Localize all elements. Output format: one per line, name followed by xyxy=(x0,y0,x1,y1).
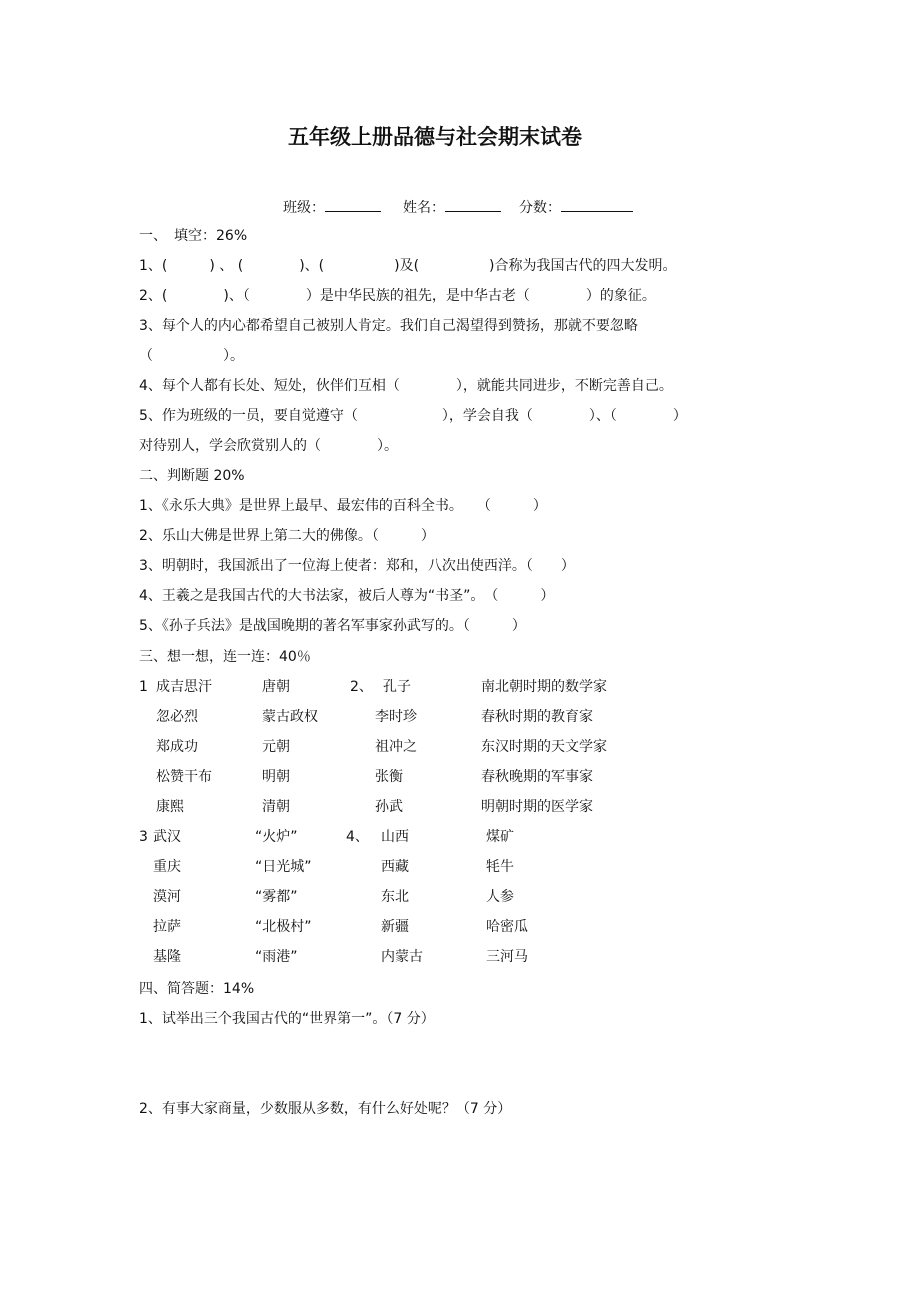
match-g4-left: 新疆 xyxy=(381,919,409,935)
judge-question-1: 1、《永乐大典》是世界上最早、最宏伟的百科全书。 （ ） xyxy=(139,498,547,514)
score-field xyxy=(519,197,633,217)
match-g1-right: 清朝 xyxy=(262,799,290,815)
judge-question-2: 2、乐山大佛是世界上第二大的佛像。（ ） xyxy=(139,528,435,544)
match-g1-right: 明朝 xyxy=(262,769,290,785)
match-g1-right: 蒙古政权 xyxy=(262,709,318,725)
section1-heading: 一、 填空：26% xyxy=(139,228,248,244)
match-g1-left: 康熙 xyxy=(156,799,184,815)
match-g2-left: 孙武 xyxy=(375,799,403,815)
score-label: 分数： xyxy=(519,200,561,216)
short-answer-question-1: 1、试举出三个我国古代的“世界第一”。（7 分） xyxy=(139,1011,435,1027)
section4-heading: 四、简答题：14% xyxy=(139,981,255,997)
match-g3-left: 拉萨 xyxy=(153,919,181,935)
match-group-3-label: 3 xyxy=(139,829,148,845)
match-g4-left: 内蒙古 xyxy=(381,949,423,965)
fill-question-5: 5、作为班级的一员，要自觉遵守（ ），学会自我（ ）、（ ） xyxy=(139,408,687,424)
judge-question-5: 5、《孙子兵法》是战国晚期的著名军事家孙武写的。（ ） xyxy=(139,618,526,634)
match-g4-left: 西藏 xyxy=(381,859,409,875)
match-g1-right: 唐朝 xyxy=(262,679,290,695)
match-g4-left: 山西 xyxy=(381,829,409,845)
name-field xyxy=(403,197,501,217)
match-g2-left: 孔子 xyxy=(383,679,411,695)
name-label: 姓名： xyxy=(403,200,445,216)
match-g3-right: “雨港” xyxy=(255,949,298,965)
match-g1-left: 成吉思汗 xyxy=(156,679,212,695)
fill-question-5-cont: 对待别人，学会欣赏别人的（ ）。 xyxy=(139,438,398,454)
class-blank[interactable] xyxy=(325,197,381,212)
match-g1-left: 松赞干布 xyxy=(156,769,212,785)
score-blank[interactable] xyxy=(561,197,633,212)
class-field xyxy=(283,197,381,217)
match-g3-right: “火炉” xyxy=(255,829,298,845)
match-g3-left: 重庆 xyxy=(153,859,181,875)
match-g2-left: 祖冲之 xyxy=(375,739,417,755)
match-g1-left: 忽必烈 xyxy=(156,709,198,725)
match-g4-right: 牦牛 xyxy=(486,859,514,875)
judge-question-3: 3、明朝时，我国派出了一位海上使者：郑和，八次出使西洋。（ ） xyxy=(139,558,575,574)
match-group-1-label: 1 xyxy=(139,679,148,695)
match-g4-right: 哈密瓜 xyxy=(486,919,528,935)
fill-question-4: 4、每个人都有长处、短处，伙伴们互相（ ），就能共同进步，不断完善自己。 xyxy=(139,378,673,394)
match-g3-left: 基隆 xyxy=(153,949,181,965)
fill-question-2: 2、( )、（ ）是中华民族的祖先，是中华古老（ ）的象征。 xyxy=(139,288,656,304)
short-answer-question-2: 2、有事大家商量，少数服从多数，有什么好处呢？（7 分） xyxy=(139,1101,512,1117)
match-g3-right: “北极村” xyxy=(255,919,312,935)
match-g1-right: 元朝 xyxy=(262,739,290,755)
match-g4-right: 人参 xyxy=(486,889,514,905)
judge-question-4: 4、王羲之是我国古代的大书法家，被后人尊为“书圣”。 （ ） xyxy=(139,588,555,604)
match-g3-left: 漠河 xyxy=(153,889,181,905)
match-g2-right: 春秋晚期的军事家 xyxy=(481,769,593,785)
fill-question-1: 1、( ) 、 ( )、( )及( )合称为我国古代的四大发明。 xyxy=(139,258,677,274)
match-g4-right: 三河马 xyxy=(486,949,528,965)
match-g3-left: 武汉 xyxy=(153,829,181,845)
section3-heading: 三、想一想，连一连：40％ xyxy=(139,649,311,665)
match-g2-left: 李时珍 xyxy=(375,709,417,725)
match-group-2-label: 2、 xyxy=(350,679,373,695)
match-g2-right: 东汉时期的天文学家 xyxy=(481,739,607,755)
match-g2-right: 春秋时期的教育家 xyxy=(481,709,593,725)
fill-question-3-cont: （ ）。 xyxy=(139,348,244,364)
match-g2-right: 明朝时期的医学家 xyxy=(481,799,593,815)
section2-heading: 二、判断题 20% xyxy=(139,468,245,484)
match-group-4-label: 4、 xyxy=(346,829,369,845)
match-g3-right: “日光城” xyxy=(255,859,312,875)
page-title: 五年级上册品德与社会期末试卷 xyxy=(288,125,582,149)
match-g2-left: 张衡 xyxy=(375,769,403,785)
fill-question-3: 3、每个人的内心都希望自己被别人肯定。我们自己渴望得到赞扬，那就不要忽略 xyxy=(139,318,638,334)
match-g1-left: 郑成功 xyxy=(156,739,198,755)
match-g4-right: 煤矿 xyxy=(486,829,514,845)
match-g4-left: 东北 xyxy=(381,889,409,905)
match-g3-right: “雾都” xyxy=(255,889,298,905)
class-label: 班级： xyxy=(283,200,325,216)
name-blank[interactable] xyxy=(445,197,501,212)
match-g2-right: 南北朝时期的数学家 xyxy=(481,679,607,695)
